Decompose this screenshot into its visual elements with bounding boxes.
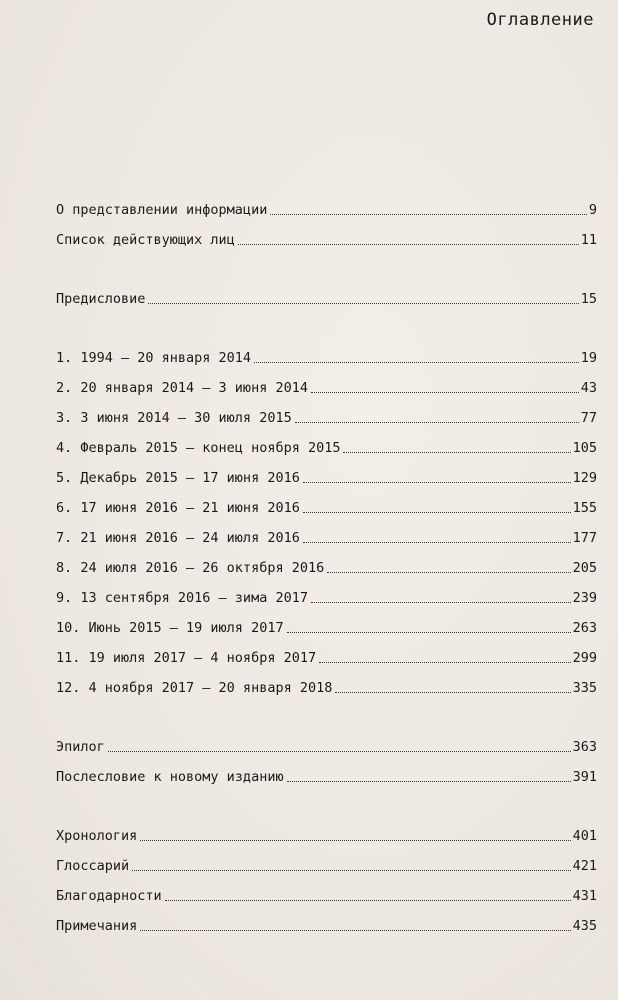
toc-entry-page: 77 xyxy=(580,410,597,426)
toc-entry-page: 391 xyxy=(572,769,597,785)
toc-entry-label: 6. 17 июня 2016 – 21 июня 2016 xyxy=(56,500,300,516)
toc-entry-acknowledgements[interactable] xyxy=(56,883,597,905)
toc-entry-label: 10. Июнь 2015 – 19 июля 2017 xyxy=(56,620,284,636)
toc-entry-page: 421 xyxy=(572,858,597,874)
toc-entry-page: 155 xyxy=(572,500,597,516)
dot-leader xyxy=(327,571,570,573)
toc-entry-chapter-6[interactable] xyxy=(56,495,597,517)
toc-entry-page: 363 xyxy=(572,739,597,755)
dot-leader xyxy=(165,899,571,901)
toc-entry-chapter-2[interactable] xyxy=(56,375,597,397)
dot-leader xyxy=(287,780,571,782)
toc-entry-notes[interactable] xyxy=(56,913,597,935)
toc-entry-chapter-1[interactable] xyxy=(56,345,597,367)
toc-entry-data-presentation[interactable] xyxy=(56,197,597,219)
toc-entry-page: 335 xyxy=(572,680,597,696)
dot-leader xyxy=(148,302,578,304)
toc-entry-page: 205 xyxy=(572,560,597,576)
toc-entry-label: 4. Февраль 2015 – конец ноября 2015 xyxy=(56,440,341,456)
dot-leader xyxy=(295,421,579,423)
toc-entry-chapter-5[interactable] xyxy=(56,465,597,487)
toc-entry-chapter-3[interactable] xyxy=(56,405,597,427)
toc-entry-chapter-10[interactable] xyxy=(56,615,597,637)
toc-entry-page: 435 xyxy=(572,918,597,934)
toc-entry-label: 3. 3 июня 2014 – 30 июля 2015 xyxy=(56,410,292,426)
toc-entry-label: Список действующих лиц xyxy=(56,232,235,248)
dot-leader xyxy=(319,661,571,663)
toc-entry-page: 129 xyxy=(572,470,597,486)
toc-entry-page: 11 xyxy=(580,232,597,248)
toc-entry-label: 8. 24 июля 2016 – 26 октября 2016 xyxy=(56,560,325,576)
toc-entry-chapter-8[interactable] xyxy=(56,555,597,577)
toc-entry-glossary[interactable] xyxy=(56,853,597,875)
page-title: Оглавление xyxy=(486,10,594,30)
toc-entry-label: 5. Декабрь 2015 – 17 июня 2016 xyxy=(56,470,300,486)
toc-entry-chapter-4[interactable] xyxy=(56,435,597,457)
dot-leader xyxy=(303,541,571,543)
toc-entry-page: 401 xyxy=(572,828,597,844)
toc-entry-label: 2. 20 января 2014 – 3 июня 2014 xyxy=(56,380,308,396)
dot-leader xyxy=(287,631,571,633)
toc-entry-chronology[interactable] xyxy=(56,823,597,845)
dot-leader xyxy=(238,243,579,245)
toc-entry-label: 7. 21 июня 2016 – 24 июля 2016 xyxy=(56,530,300,546)
toc-entry-chapter-9[interactable] xyxy=(56,585,597,607)
toc-entry-epilogue[interactable] xyxy=(56,734,597,756)
dot-leader xyxy=(108,750,571,752)
toc-entry-preface[interactable] xyxy=(56,286,597,308)
toc-entry-page: 263 xyxy=(572,620,597,636)
toc-entry-label: О представлении информации xyxy=(56,202,268,218)
dot-leader xyxy=(254,361,579,363)
toc-entry-label: Предисловие xyxy=(56,291,146,307)
toc-entry-label: Глоссарий xyxy=(56,858,130,874)
dot-leader xyxy=(140,839,570,841)
toc-entry-label: 1. 1994 – 20 января 2014 xyxy=(56,350,252,366)
toc-entry-page: 177 xyxy=(572,530,597,546)
toc-entry-page: 431 xyxy=(572,888,597,904)
toc-entry-label: 11. 19 июля 2017 – 4 ноября 2017 xyxy=(56,650,317,666)
toc-entry-page: 239 xyxy=(572,590,597,606)
toc-entry-page: 19 xyxy=(580,350,597,366)
toc-entry-label: Послесловие к новому изданию xyxy=(56,769,284,785)
dot-leader xyxy=(270,213,587,215)
dot-leader xyxy=(335,691,570,693)
toc-entry-label: Благодарности xyxy=(56,888,162,904)
toc-entry-page: 299 xyxy=(572,650,597,666)
toc-entry-chapter-12[interactable] xyxy=(56,675,597,697)
toc-entry-label: Примечания xyxy=(56,918,138,934)
toc-entry-label: 9. 13 сентября 2016 – зима 2017 xyxy=(56,590,308,606)
dot-leader xyxy=(132,869,570,871)
toc-entry-chapter-11[interactable] xyxy=(56,645,597,667)
dot-leader xyxy=(303,481,571,483)
toc-entry-chapter-7[interactable] xyxy=(56,525,597,547)
toc-entry-page: 105 xyxy=(572,440,597,456)
toc-entry-label: Хронология xyxy=(56,828,138,844)
dot-leader xyxy=(311,601,571,603)
toc-entry-page: 15 xyxy=(580,291,597,307)
toc-entry-afterword[interactable] xyxy=(56,764,597,786)
toc-entry-page: 43 xyxy=(580,380,597,396)
dot-leader xyxy=(303,511,571,513)
dot-leader xyxy=(311,391,579,393)
dot-leader xyxy=(343,451,570,453)
toc-entry-characters[interactable] xyxy=(56,227,597,249)
toc-entry-label: Эпилог xyxy=(56,739,105,755)
toc-entry-label: 12. 4 ноября 2017 – 20 января 2018 xyxy=(56,680,333,696)
dot-leader xyxy=(140,929,570,931)
toc-entry-page: 9 xyxy=(588,202,597,218)
